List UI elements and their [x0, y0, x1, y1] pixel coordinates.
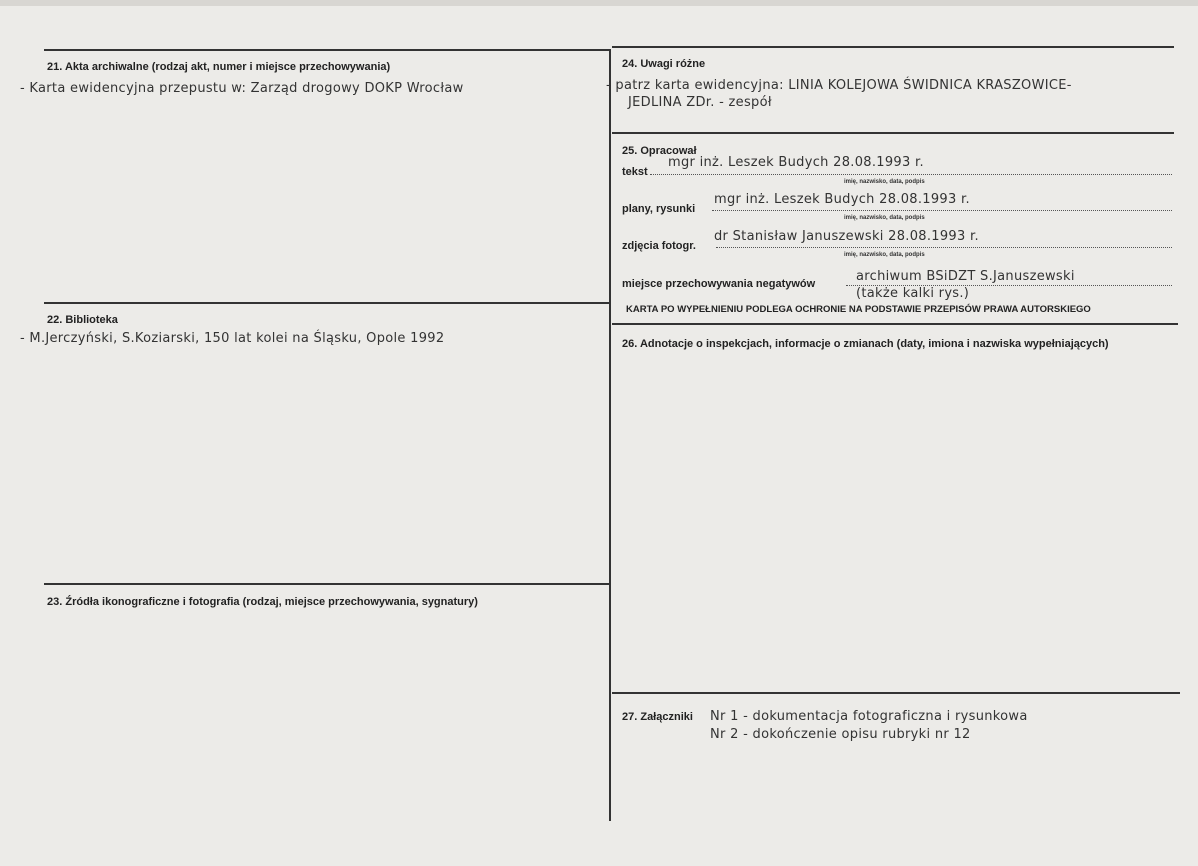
- section-21-title: 21. Akta archiwalne (rodzaj akt, numer i miejsce przechowywania): [47, 61, 391, 73]
- plany-label: plany, rysunki: [622, 203, 696, 215]
- divider-25-top: [612, 132, 1174, 134]
- section-25-title: 25. Opracował: [622, 145, 697, 157]
- section-24-line-2: JEDLINA ZDr. - zespół: [628, 95, 772, 110]
- section-21-entry: - Karta ewidencyjna przepustu w: Zarząd drogowy DOKP Wrocław: [20, 81, 464, 96]
- divider-26-top: [612, 323, 1178, 325]
- divider-23-top: [44, 583, 610, 585]
- scan-edge: [0, 0, 1198, 6]
- plany-value: mgr inż. Leszek Budych 28.08.1993 r.: [714, 192, 970, 207]
- negatywy-value-1: archiwum BSiDZT S.Januszewski: [856, 269, 1075, 284]
- center-divider: [609, 49, 611, 821]
- section-22-title: 22. Biblioteka: [47, 314, 118, 326]
- section-24-title: 24. Uwagi różne: [622, 58, 706, 70]
- section-27-item-1: Nr 1 - dokumentacja fotograficzna i rysunkowa: [710, 709, 1028, 724]
- divider-22-top: [44, 302, 610, 304]
- negatywy-label: miejsce przechowywania negatywów: [622, 278, 816, 290]
- section-23-title: 23. Źródła ikonograficzne i fotografia (rodzaj, miejsce przechowywania, sygnatury): [47, 596, 478, 608]
- section-24-line-1: - patrz karta ewidencyjna: LINIA KOLEJOWA ŚWIDNICA KRASZOWICE-: [606, 78, 1072, 93]
- tekst-value: mgr inż. Leszek Budych 28.08.1993 r.: [668, 155, 924, 170]
- tekst-line: [650, 174, 1172, 175]
- copyright-note: KARTA PO WYPEŁNIENIU PODLEGA OCHRONIE NA PODSTAWIE PRZEPISÓW PRAWA AUTORSKIEGO: [626, 304, 1091, 315]
- tekst-label: tekst: [622, 166, 648, 178]
- divider-24-top: [612, 46, 1174, 48]
- divider-27-top: [612, 692, 1180, 694]
- zdjecia-caption: imię, nazwisko, data, podpis: [844, 252, 925, 258]
- plany-caption: imię, nazwisko, data, podpis: [844, 215, 925, 221]
- section-27-title: 27. Załączniki: [622, 711, 693, 723]
- zdjecia-line: [716, 247, 1172, 248]
- zdjecia-label: zdjęcia fotogr.: [622, 240, 696, 252]
- zdjecia-value: dr Stanisław Januszewski 28.08.1993 r.: [714, 229, 979, 244]
- divider-21-top: [44, 49, 610, 51]
- negatywy-value-2: (także kalki rys.): [856, 286, 970, 301]
- plany-line: [712, 210, 1172, 211]
- section-22-entry: - M.Jerczyński, S.Koziarski, 150 lat kolei na Śląsku, Opole 1992: [20, 331, 445, 346]
- tekst-caption: imię, nazwisko, data, podpis: [844, 179, 925, 185]
- section-27-item-2: Nr 2 - dokończenie opisu rubryki nr 12: [710, 727, 971, 742]
- section-26-title: 26. Adnotacje o inspekcjach, informacje o zmianach (daty, imiona i nazwiska wypełniających): [622, 338, 1109, 350]
